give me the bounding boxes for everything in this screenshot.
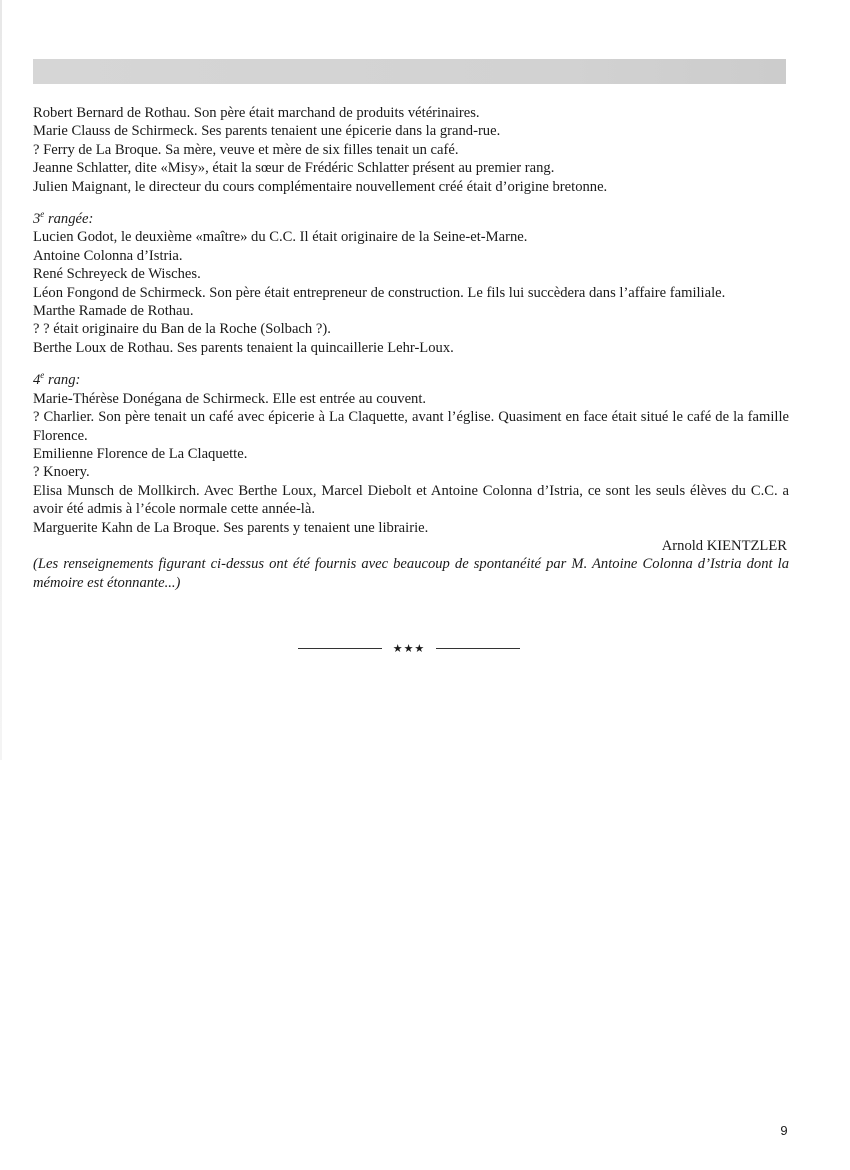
scan-edge-shadow bbox=[0, 0, 2, 760]
text-line: Marguerite Kahn de La Broque. Ses parents y tenaient une librairie. bbox=[33, 519, 429, 536]
text-line: Elisa Munsch de Mollkirch. Avec Berthe Loux, Marcel Diebolt et Antoine Colonna d’Istria, ce sont les seuls élèves du C.C. a avoir été admis à l’école normale cette année-là. bbox=[33, 482, 789, 518]
text-line: Lucien Godot, le deuxième «maître» du C.C. Il était originaire de la Seine-et-Marne. bbox=[33, 229, 528, 246]
text-line: Berthe Loux de Rothau. Ses parents tenaient la quincaillerie Lehr-Loux. bbox=[33, 339, 454, 356]
row-heading: 3e rangée: bbox=[33, 209, 94, 228]
text-line: Léon Fongond de Schirmeck. Son père était entrepreneur de construction. Le fils lui succèdera dans l’affaire familiale. bbox=[33, 284, 726, 301]
header-bar bbox=[33, 59, 786, 84]
text-line: ? Knoery. bbox=[33, 464, 90, 481]
divider-rule-right bbox=[436, 648, 520, 649]
divider-rule-left bbox=[298, 648, 382, 649]
row-block-4 bbox=[33, 371, 789, 537]
text-line: ? Ferry de La Broque. Sa mère, veuve et mère de six filles tenait un café. bbox=[33, 141, 459, 158]
text-line: Emilienne Florence de La Claquette. bbox=[33, 445, 248, 462]
text-line: Julien Maignant, le directeur du cours complémentaire nouvellement créé était d’origine bretonne. bbox=[33, 178, 608, 195]
text-line: Robert Bernard de Rothau. Son père était marchand de produits vétérinaires. bbox=[33, 105, 480, 121]
text-line: Jeanne Schlatter, dite «Misy», était la sœur de Frédéric Schlatter présent au premier rang. bbox=[33, 160, 555, 177]
row-block-2 bbox=[33, 104, 789, 196]
page-number: 9 bbox=[780, 1123, 788, 1138]
text-line: Marie-Thérèse Donégana de Schirmeck. Elle est entrée au couvent. bbox=[33, 390, 427, 407]
text-line: ? ? était originaire du Ban de la Roche (Solbach ?). bbox=[33, 321, 331, 338]
author-signature: Arnold KIENTZLER bbox=[661, 537, 787, 554]
text-line: ? Charlier. Son père tenait un café avec épicerie à La Claquette, avant l’église. Quasiment en face était situé le café de la famille Florence. bbox=[33, 409, 789, 444]
row-heading: 4e rang: bbox=[33, 370, 81, 389]
section-divider bbox=[298, 638, 520, 658]
article-body bbox=[33, 104, 789, 592]
row-block-3 bbox=[33, 210, 789, 357]
text-line: René Schreyeck de Wisches. bbox=[33, 266, 201, 283]
text-line: Antoine Colonna d’Istria. bbox=[33, 247, 183, 264]
three-stars-icon: ★★★ bbox=[392, 641, 426, 655]
editorial-note: (Les renseignements figurant ci-dessus ont été fournis avec beaucoup de spontanéité par M. Antoine Colonna d’Istria dont la mémoire est étonnante...) bbox=[33, 556, 789, 591]
text-line: Marthe Ramade de Rothau. bbox=[33, 303, 194, 320]
text-line: Marie Clauss de Schirmeck. Ses parents tenaient une épicerie dans la grand-rue. bbox=[33, 123, 501, 140]
